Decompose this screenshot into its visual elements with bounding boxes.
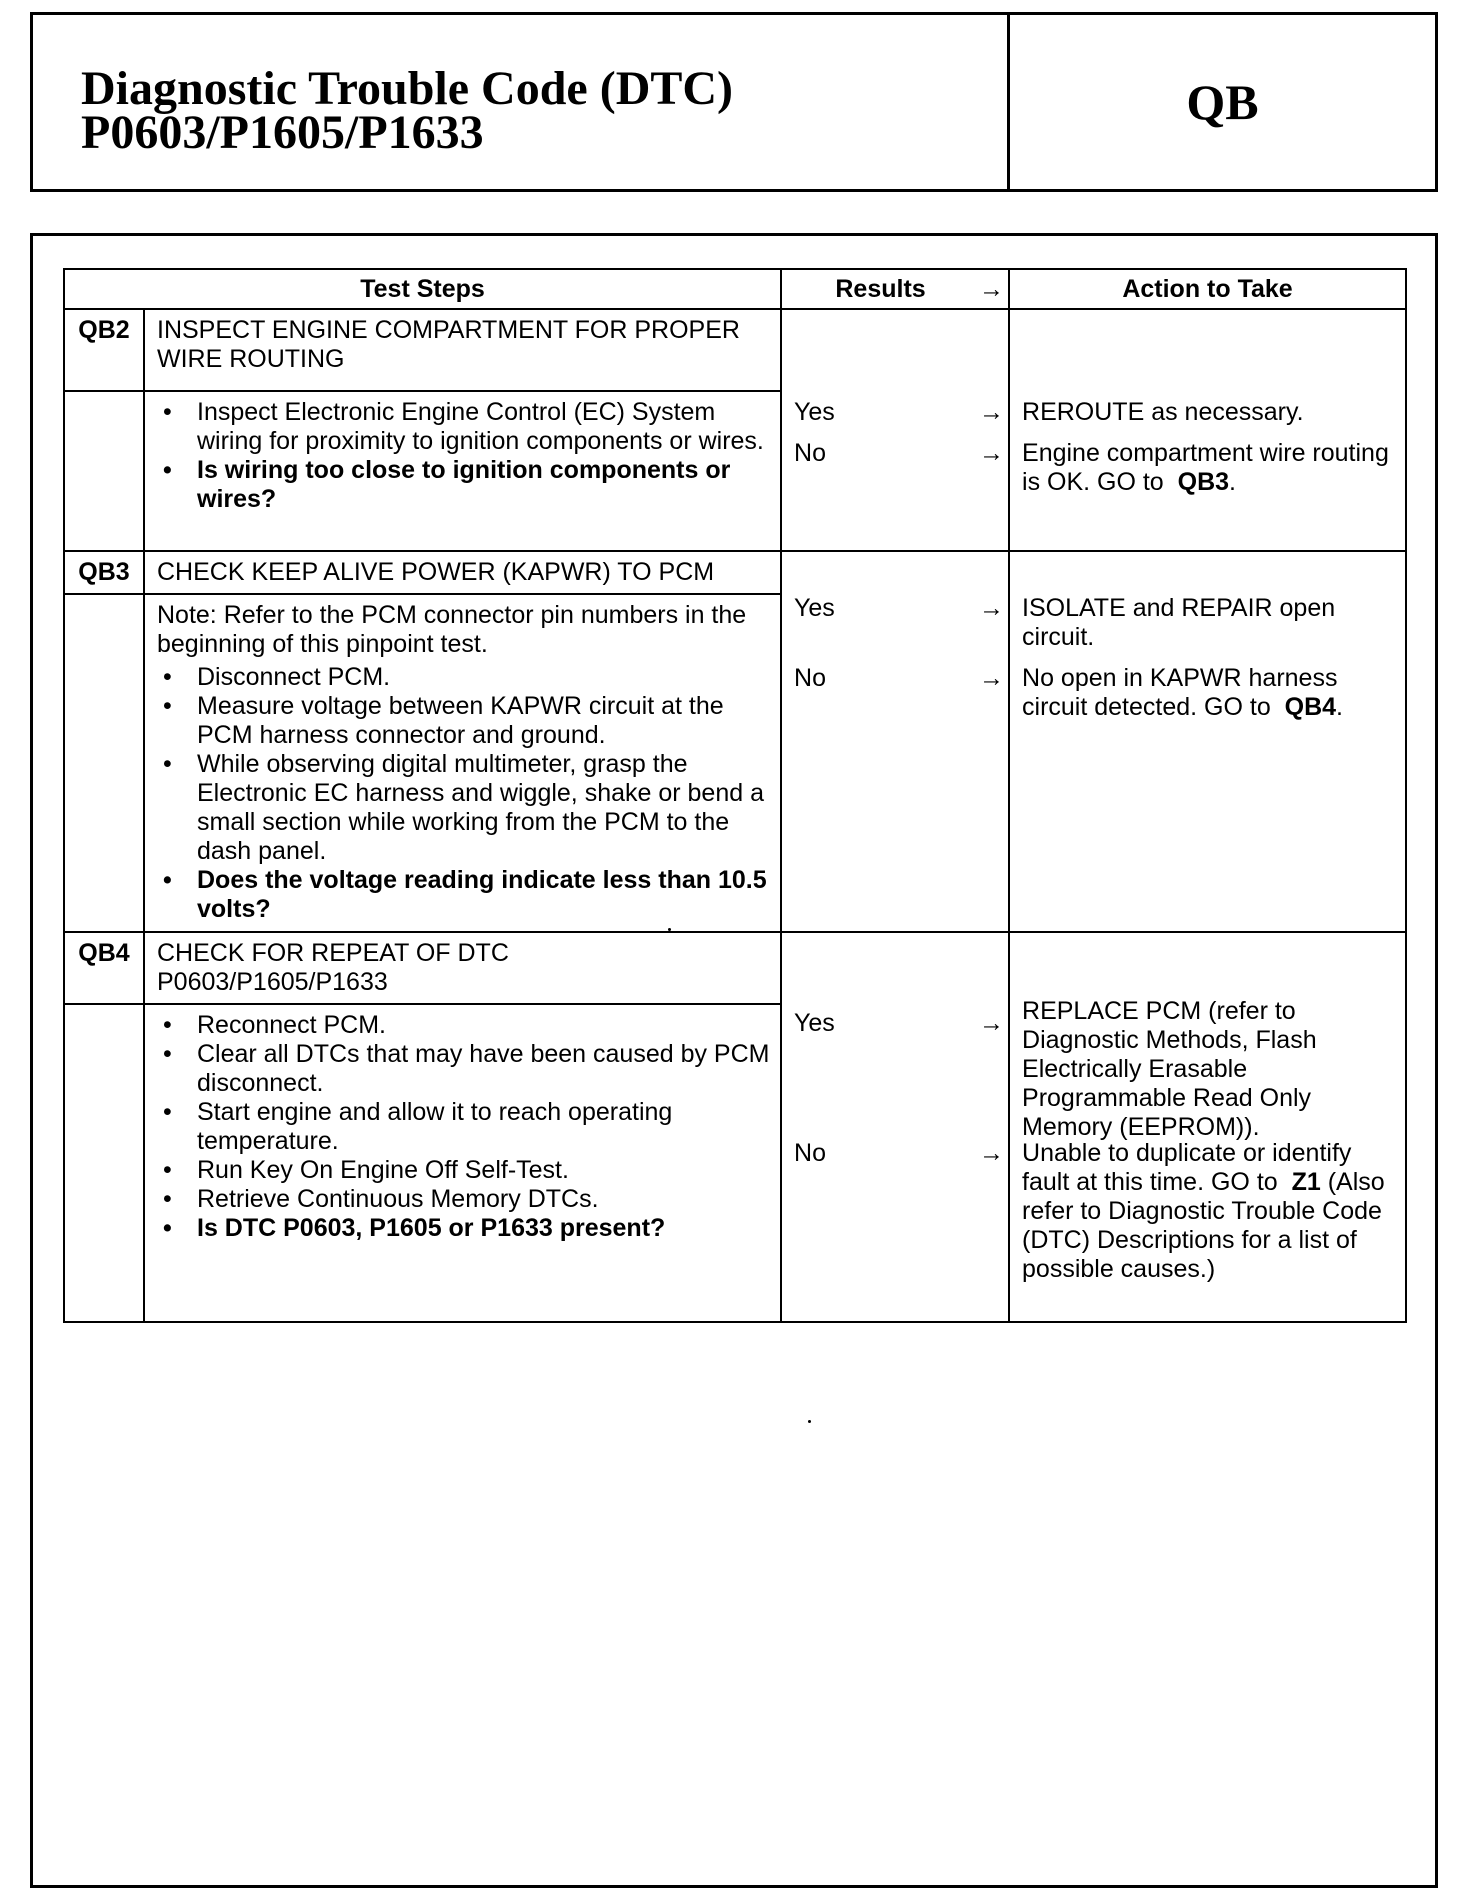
action-no xyxy=(1022,664,1397,722)
results-cell xyxy=(781,309,1009,551)
step-title: CHECK FOR REPEAT OF DTC P0603/P1605/P1633 xyxy=(144,932,781,1004)
step-body xyxy=(144,1004,781,1322)
goto-step-link[interactable]: QB3 xyxy=(1170,468,1230,496)
result-label: Yes xyxy=(794,594,835,622)
action-yes: ISOLATE and REPAIR open circuit. xyxy=(1022,594,1336,651)
result-label: No xyxy=(794,1139,826,1167)
result-label: Yes xyxy=(794,398,835,426)
action-yes: REROUTE as necessary. xyxy=(1022,398,1304,426)
action-no xyxy=(1022,439,1397,497)
test-steps-table xyxy=(63,268,1407,1323)
step-title-row xyxy=(64,309,1406,391)
step-code: QB3 xyxy=(64,551,144,594)
col-header-results xyxy=(781,269,1009,309)
list-item: • Disconnect PCM. xyxy=(157,663,770,692)
action-cell xyxy=(1009,551,1406,932)
step-title: INSPECT ENGINE COMPARTMENT FOR PROPER WIRE ROUTING xyxy=(144,309,781,391)
step-note: Note: Refer to the PCM connector pin numbers in the beginning of this pinpoint test. xyxy=(157,601,747,658)
title-line-1: Diagnostic Trouble Code (DTC) xyxy=(81,62,734,115)
list-item: • Run Key On Engine Off Self-Test. xyxy=(157,1156,770,1185)
step-code-spacer xyxy=(64,1004,144,1322)
action-cell xyxy=(1009,309,1406,551)
result-no xyxy=(794,439,1004,468)
step-body xyxy=(144,391,781,551)
result-yes xyxy=(794,1009,1004,1038)
list-item: • Inspect Electronic Engine Control (EC) System wiring for proximity to ignition components or wires. xyxy=(157,398,770,456)
arrow-right-icon: → xyxy=(979,274,1005,303)
arrow-right-icon: → xyxy=(979,439,1005,467)
list-item: • While observing digital multimeter, grasp the Electronic EC harness and wiggle, shake or bend a small section while working from the PCM to the dash panel. xyxy=(157,750,770,866)
action-text: Engine compartment wire routing is OK. GO to xyxy=(1022,439,1389,496)
action-text: No open in KAPWR harness circuit detected. GO to xyxy=(1022,664,1338,721)
list-item: • Start engine and allow it to reach operating temperature. xyxy=(157,1098,770,1156)
section-code: QB xyxy=(1186,74,1259,130)
step-question: • Does the voltage reading indicate less than 10.5 volts? xyxy=(157,866,770,924)
step-title: CHECK KEEP ALIVE POWER (KAPWR) TO PCM xyxy=(144,551,781,594)
list-item: • Reconnect PCM. xyxy=(157,1011,770,1040)
page-header xyxy=(30,12,1438,192)
arrow-right-icon: → xyxy=(979,664,1005,692)
step-bullets xyxy=(157,1011,770,1243)
col-header-test-steps: Test Steps xyxy=(64,269,781,309)
action-yes: REPLACE PCM (refer to Diagnostic Methods, Flash Electrically Erasable Programmable Read Only Memory (EEPROM)). xyxy=(1022,997,1317,1141)
col-header-action: Action to Take xyxy=(1009,269,1406,309)
action-suffix: (Also refer to Diagnostic Trouble Code (DTC) Descriptions for a list of possible causes.) xyxy=(1022,1168,1385,1283)
result-yes xyxy=(794,398,1004,427)
results-cell xyxy=(781,551,1009,932)
step-title-row xyxy=(64,551,1406,594)
step-code-spacer xyxy=(64,391,144,551)
arrow-right-icon: → xyxy=(979,594,1005,622)
result-no xyxy=(794,1139,1004,1168)
result-label: Yes xyxy=(794,1009,835,1037)
step-body xyxy=(144,594,781,932)
step-code: QB2 xyxy=(64,309,144,391)
results-header-label: Results xyxy=(835,274,926,303)
results-cell xyxy=(781,932,1009,1322)
step-code-spacer xyxy=(64,594,144,932)
result-no xyxy=(794,664,1004,693)
list-item: • Retrieve Continuous Memory DTCs. xyxy=(157,1185,770,1214)
list-item: • Measure voltage between KAPWR circuit at the PCM harness connector and ground. xyxy=(157,692,770,750)
arrow-right-icon: → xyxy=(979,1139,1005,1167)
goto-step-link[interactable]: Z1 xyxy=(1284,1168,1321,1196)
page-title xyxy=(33,15,1010,189)
arrow-right-icon: → xyxy=(979,1009,1005,1037)
step-bullets xyxy=(157,663,770,924)
arrow-right-icon: → xyxy=(979,398,1005,426)
action-cell xyxy=(1009,932,1406,1322)
step-question: • Is DTC P0603, P1605 or P1633 present? xyxy=(157,1214,770,1243)
speck-mark xyxy=(808,1420,811,1423)
step-question: • Is wiring too close to ignition components or wires? xyxy=(157,456,770,514)
step-code: QB4 xyxy=(64,932,144,1004)
step-bullets xyxy=(157,398,770,514)
table-header-row xyxy=(64,269,1406,309)
step-title-row xyxy=(64,932,1406,1004)
list-item: • Clear all DTCs that may have been caused by PCM disconnect. xyxy=(157,1040,770,1098)
result-yes xyxy=(794,594,1004,623)
speck-mark xyxy=(668,928,671,931)
action-suffix: . xyxy=(1229,468,1236,496)
result-label: No xyxy=(794,664,826,692)
action-suffix: . xyxy=(1336,693,1343,721)
action-no xyxy=(1022,1139,1397,1284)
result-label: No xyxy=(794,439,826,467)
title-line-2: P0603/P1605/P1633 xyxy=(81,106,484,159)
goto-step-link[interactable]: QB4 xyxy=(1277,693,1337,721)
action-text: Unable to duplicate or identify fault at this time. GO to xyxy=(1022,1139,1352,1196)
